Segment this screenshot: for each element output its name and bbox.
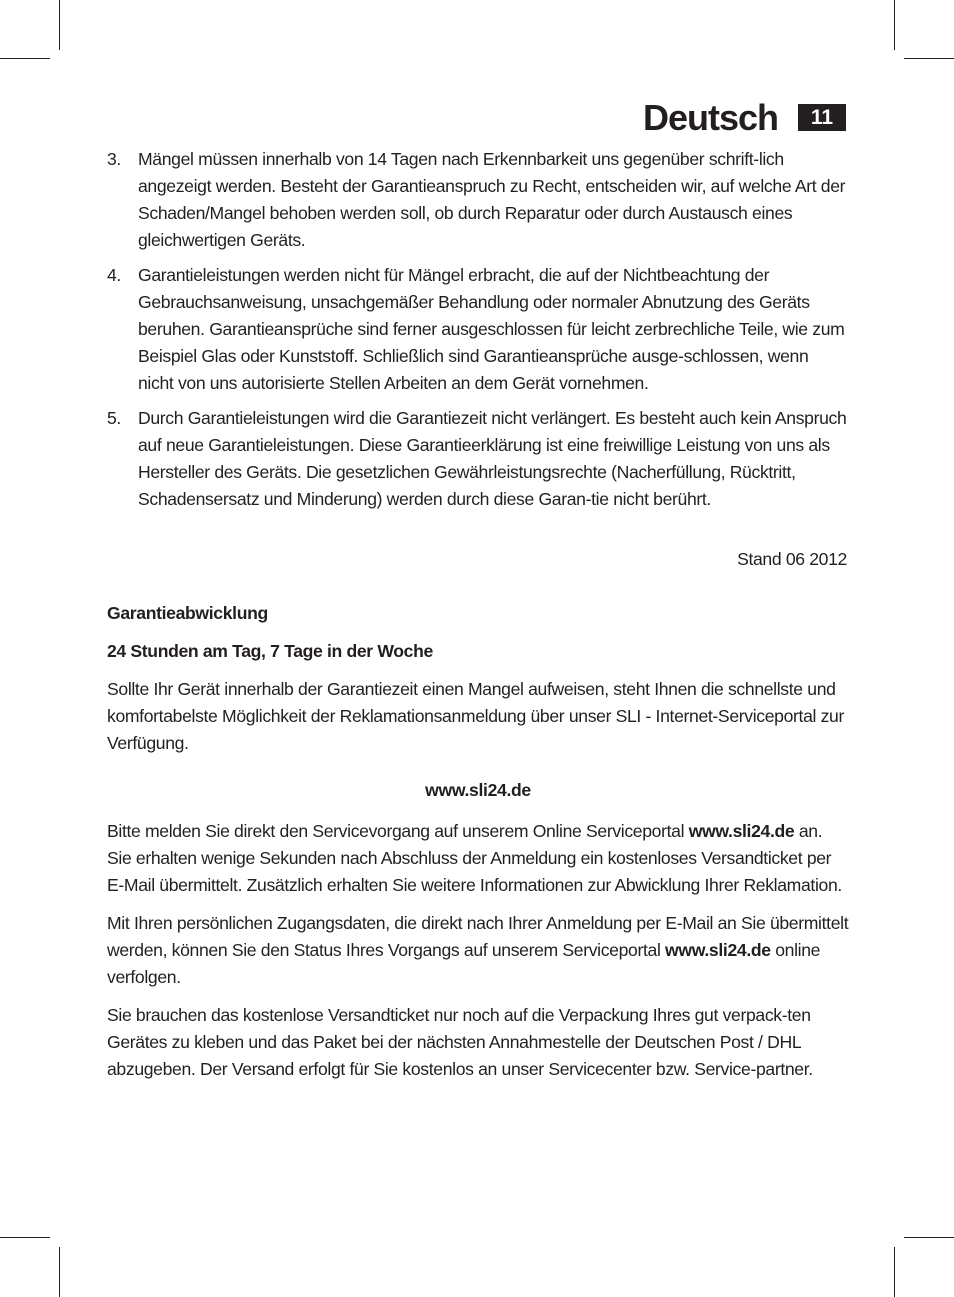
crop-mark bbox=[59, 1247, 60, 1297]
paragraph-text: an. Sie erhalten wenige Sekunden nach Abschluss der Anmeldung ein kostenloses Versandticket per E-Mail übermittelt. Zusätzlich erhalten Sie weitere Informationen zur Abwicklung Ihrer Reklamation. bbox=[107, 821, 842, 895]
warranty-process-section bbox=[107, 600, 849, 1094]
page-number: 11 bbox=[798, 104, 846, 131]
paragraph-register bbox=[107, 818, 849, 899]
list-item bbox=[107, 146, 847, 254]
section-subheading: 24 Stunden am Tag, 7 Tage in der Woche bbox=[107, 641, 433, 661]
portal-link[interactable]: www.sli24.de bbox=[665, 940, 771, 960]
service-portal-url[interactable]: www.sli24.de bbox=[425, 780, 531, 800]
paragraph-tracking bbox=[107, 910, 849, 991]
list-item-text: Mängel müssen innerhalb von 14 Tagen nach Erkennbarkeit uns gegenüber schrift-lich angezeigt werden. Besteht der Garantieanspruch zu Recht, entscheiden wir, auf welche Art der Schaden/Mangel behoben werden soll, ob durch Reparatur oder durch Austausch eines gleichwertigen Geräts. bbox=[138, 149, 846, 250]
warranty-terms-list bbox=[107, 146, 847, 521]
list-item-number: 5. bbox=[107, 408, 121, 428]
crop-mark bbox=[904, 58, 954, 59]
paragraph-text: Bitte melden Sie direkt den Servicevorgang auf unserem Online Serviceportal bbox=[107, 821, 689, 841]
list-item-number: 3. bbox=[107, 149, 121, 169]
version-date: Stand 06 2012 bbox=[737, 549, 847, 569]
list-item-text: Durch Garantieleistungen wird die Garantiezeit nicht verlängert. Es besteht auch kein Anspruch auf neue Garantieleistungen. Diese Garantieerklärung ist eine freiwillige Leistung von uns als Hersteller des Geräts. Die gesetzlichen Gewährleistungsrechte (Nacherfüllung, Rücktritt, Schadensersatz und Minderung) werden durch diese Garan-tie nicht berührt. bbox=[138, 408, 847, 509]
list-item bbox=[107, 262, 847, 397]
intro-paragraph: Sollte Ihr Gerät innerhalb der Garantiezeit einen Mangel aufweisen, steht Ihnen die schnellste und komfortabelste Möglichkeit der Reklamationsanmeldung über unser SLI - Internet-Serviceportal zur Verfügung. bbox=[107, 679, 844, 753]
paragraph-text: Mit Ihren persönlichen Zugangsdaten, die direkt nach Ihrer Anmeldung per E-Mail an Sie übermittelt werden, können Sie den Status Ihres Vorgangs auf unserem Serviceportal bbox=[107, 913, 849, 960]
section-heading: Garantieabwicklung bbox=[107, 603, 268, 623]
crop-mark bbox=[0, 58, 50, 59]
crop-mark bbox=[894, 1247, 895, 1297]
paragraph-text: online verfolgen. bbox=[107, 940, 821, 987]
paragraph-shipping: Sie brauchen das kostenlose Versandticket nur noch auf die Verpackung Ihres gut verpack-ten Gerätes zu kleben und das Paket bei der nächsten Annahmestelle der Deutschen Post / DHL abzugeben. Der Versand erfolgt für Sie kostenlos an unser Servicecenter bzw. Service-partner. bbox=[107, 1005, 813, 1079]
crop-mark bbox=[904, 1237, 954, 1238]
page-language-title: Deutsch bbox=[642, 97, 778, 138]
crop-mark bbox=[0, 1237, 50, 1238]
list-item bbox=[107, 405, 847, 513]
list-item-text: Garantieleistungen werden nicht für Mängel erbracht, die auf der Nichtbeachtung der Gebrauchsanweisung, unsachgemäßer Behandlung oder normaler Abnutzung des Geräts beruhen. Garantieansprüche sind ferner ausgeschlossen für leicht zerbrechliche Teile, wie zum Beispiel Glas oder Kunststoff. Schließlich sind Garantieansprüche ausge-schlossen, wenn nicht von uns autorisierte Stellen Arbeiten an dem Gerät vornehmen. bbox=[138, 265, 845, 393]
crop-mark bbox=[59, 0, 60, 50]
list-item-number: 4. bbox=[107, 265, 121, 285]
portal-link[interactable]: www.sli24.de bbox=[688, 821, 795, 841]
crop-mark bbox=[894, 0, 895, 50]
